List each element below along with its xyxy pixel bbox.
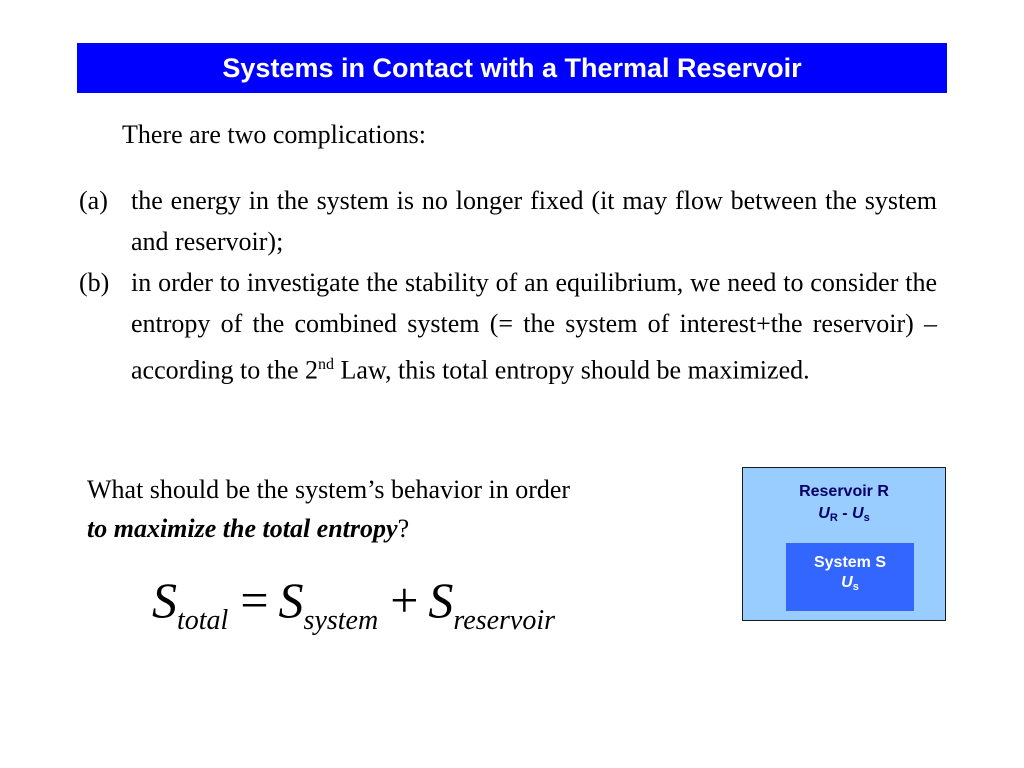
energy-symbol: U bbox=[841, 574, 853, 591]
reservoir-energy bbox=[743, 504, 945, 528]
question-line: What should be the system’s behavior in order bbox=[87, 475, 571, 504]
system-box bbox=[786, 543, 914, 611]
item-text-part: Law, this total entropy should be maximized. bbox=[334, 355, 810, 385]
complications-list bbox=[79, 180, 937, 391]
equals-sign: = bbox=[240, 572, 269, 628]
item-text: the energy in the system is no longer fixed (it may flow between the system and reservoir); bbox=[131, 186, 937, 256]
entropy-symbol: S bbox=[278, 572, 304, 628]
item-text bbox=[131, 262, 937, 391]
subscript-total: total bbox=[177, 605, 229, 636]
item-marker: (a) bbox=[79, 186, 108, 215]
question-emphasis: to maximize the total entropy bbox=[87, 514, 398, 543]
question-text bbox=[87, 470, 570, 548]
item-marker: (b) bbox=[79, 268, 110, 297]
entropy-symbol: S bbox=[152, 572, 177, 628]
system-energy bbox=[786, 573, 914, 597]
intro-text: There are two complications: bbox=[122, 120, 426, 149]
entropy-symbol: S bbox=[428, 572, 454, 628]
energy-subscript: R bbox=[829, 512, 838, 524]
subscript-reservoir: reservoir bbox=[453, 605, 556, 636]
reservoir-box bbox=[742, 467, 946, 621]
reservoir-label: Reservoir R bbox=[799, 483, 889, 500]
question-line bbox=[87, 509, 570, 548]
slide-title bbox=[77, 43, 947, 93]
system-label: System S bbox=[813, 554, 887, 571]
subscript-system: system bbox=[303, 605, 379, 636]
ordinal-superscript: nd bbox=[318, 356, 334, 373]
item-text-part: in order to investigate the stability of an equilibrium, we need to consider the entropy of the combined system (= the system of interest+the reservoir) – according to the 2 bbox=[131, 268, 937, 385]
list-item bbox=[79, 262, 937, 391]
question-end: ? bbox=[397, 514, 410, 543]
slide-title-text: Systems in Contact with a Thermal Reservoir bbox=[222, 52, 802, 83]
energy-symbol: U bbox=[818, 505, 830, 522]
entropy-equation bbox=[152, 570, 555, 651]
energy-symbol: U bbox=[852, 505, 864, 522]
minus-sign: - bbox=[842, 505, 848, 522]
list-item bbox=[79, 180, 937, 262]
energy-subscript: s bbox=[863, 512, 870, 524]
plus-sign: + bbox=[390, 572, 419, 628]
energy-subscript: s bbox=[852, 581, 859, 593]
